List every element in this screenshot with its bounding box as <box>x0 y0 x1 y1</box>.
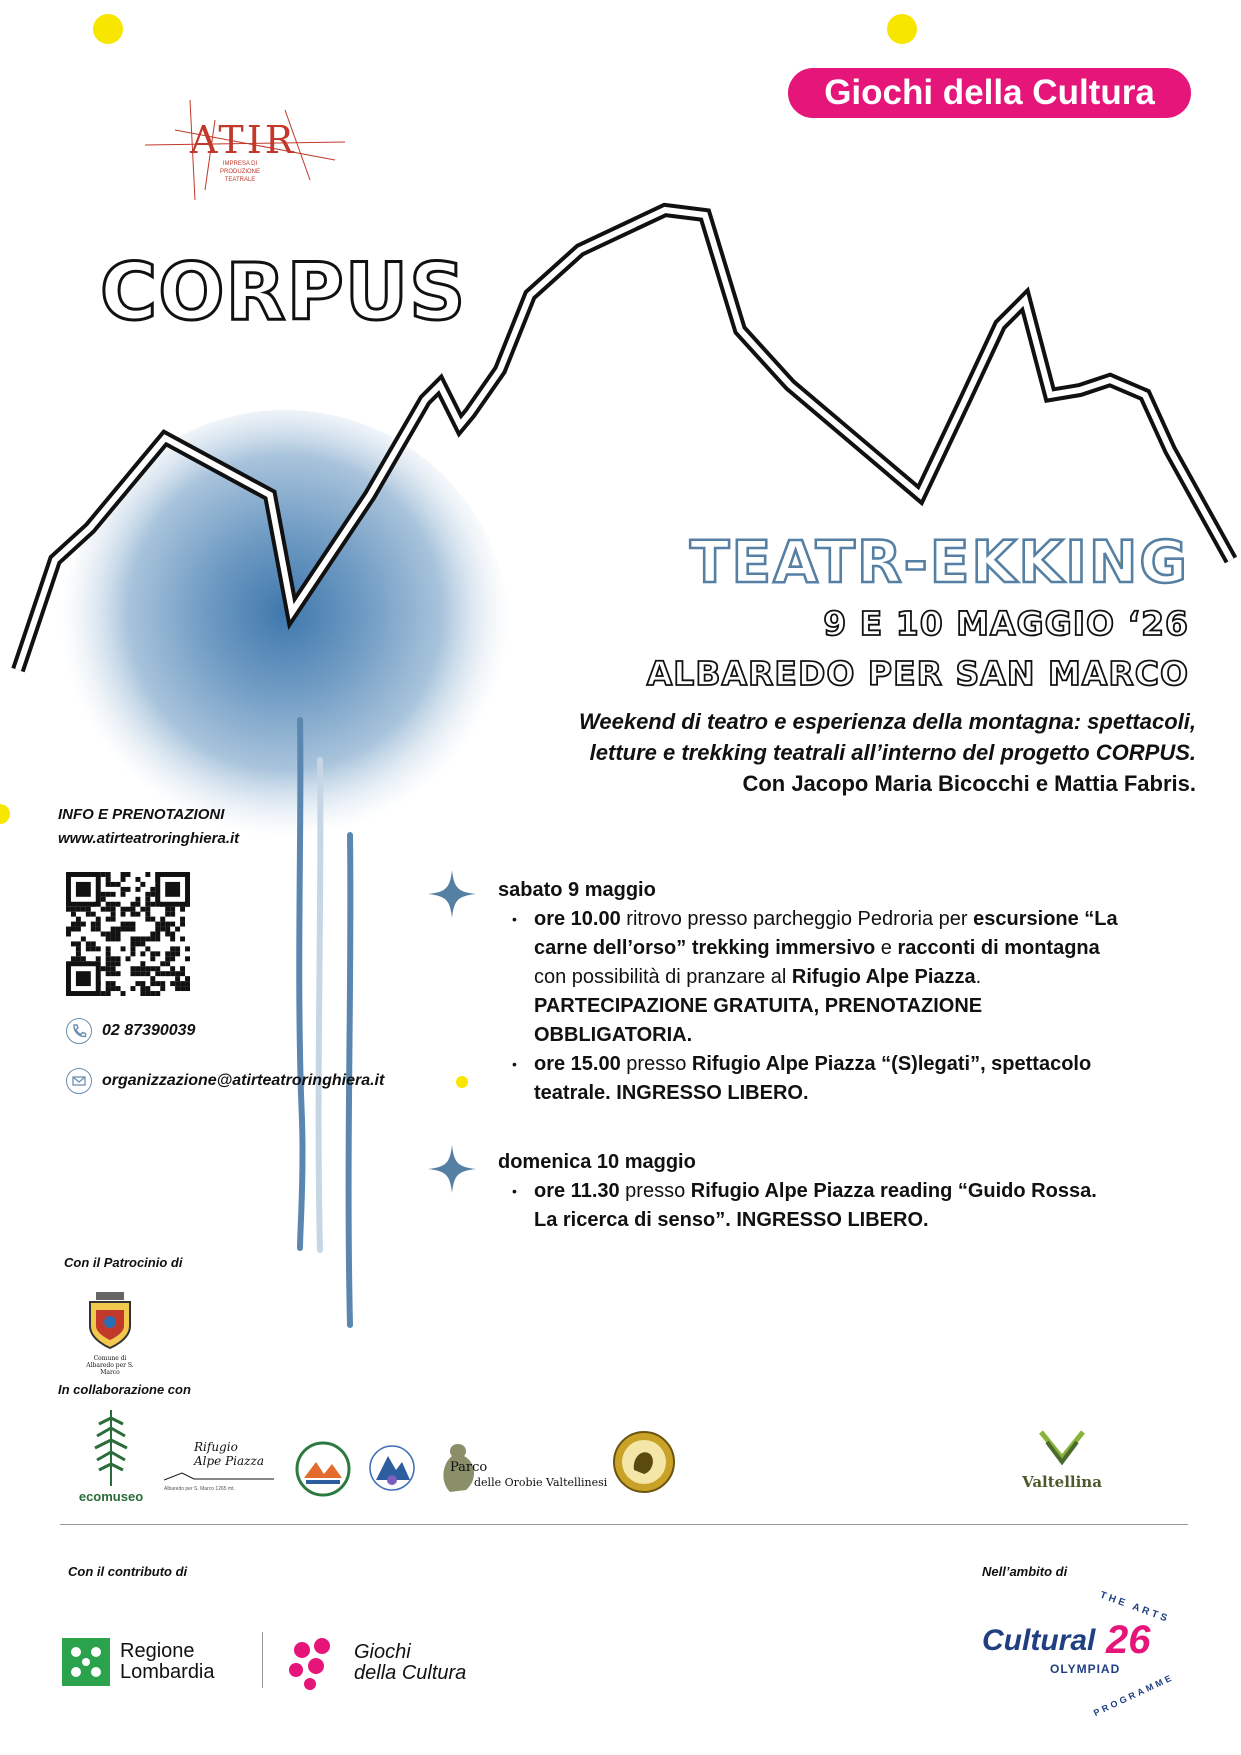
phone-number[interactable]: 02 87390039 <box>102 1022 196 1039</box>
ambito-heading: Nell’ambito di <box>982 1564 1068 1579</box>
cai-logo <box>294 1440 352 1498</box>
giochi-footer-logo: Giochi della Cultura <box>288 1636 466 1690</box>
event-place: ALBAREDO PER SAN MARCO <box>646 654 1189 693</box>
envelope-icon <box>66 1068 92 1094</box>
blue-drip <box>319 760 321 1250</box>
atir-logo <box>135 90 355 205</box>
info-heading: INFO E PRENOTAZIONI <box>58 806 225 823</box>
regione-icon <box>62 1638 110 1686</box>
ecomuseo-logo: ecomuseo <box>76 1408 146 1504</box>
atir-logo-text: ATIR <box>190 118 297 162</box>
insubria-logo <box>362 1436 422 1498</box>
day-label: sabato 9 maggio <box>498 879 656 901</box>
schedule-item: • ore 15.00 presso Rifugio Alpe Piazza “(S)legati”, spettacolo teatrale. INGRESSO LIBERO. <box>534 1050 1198 1108</box>
rifugio-logo: Rifugio Alpe Piazza Albaredo per S. Marco 1265 mt. <box>164 1440 274 1492</box>
patronage-heading: Con il Patrocinio di <box>64 1255 183 1270</box>
phone-contact[interactable] <box>66 1018 195 1044</box>
day-label: domenica 10 maggio <box>498 1151 696 1173</box>
gold-seal-logo <box>612 1430 676 1494</box>
sparkle-icon <box>428 870 476 918</box>
fern-icon <box>91 1408 131 1488</box>
rifugio-name: Rifugio Alpe Piazza <box>194 1440 264 1468</box>
yellow-dot <box>0 804 10 824</box>
schedule-item: • ore 11.30 presso Rifugio Alpe Piazza reading “Guido Rossa. La ricerca di senso”. INGRESSO LIBERO. <box>534 1177 1198 1235</box>
coat-of-arms-icon <box>82 1290 138 1350</box>
footer-separator <box>60 1524 1188 1525</box>
comune-logo: Comune di Albaredo per S. Marco <box>78 1290 142 1376</box>
parco-logo: Parco delle Orobie Valtellinesi <box>436 1440 606 1500</box>
cultural-olympiad-logo: Cultural 26 OLYMPIAD THE ARTS PROGRAMME <box>982 1589 1176 1719</box>
phone-icon <box>66 1018 92 1044</box>
contrib-heading: Con il contributo di <box>68 1564 188 1579</box>
atir-sub: IMPRESA DI PRODUZIONE TEATRALE <box>220 161 261 183</box>
regione-lombardia-logo: Regione Lombardia <box>62 1638 215 1686</box>
title-corpus: CORPUS <box>100 248 467 338</box>
yellow-dot <box>456 1076 468 1088</box>
pink-dots-icon <box>288 1636 342 1690</box>
valtellina-mark-icon <box>1039 1428 1085 1468</box>
blue-drip <box>299 720 302 1248</box>
event-name: TEATR-EKKING <box>689 528 1189 596</box>
schedule-day-1 <box>498 876 1198 1108</box>
mountain-line-icon <box>164 1471 274 1481</box>
qr-code[interactable] <box>66 872 190 996</box>
schedule-item: • ore 10.00 ritrovo presso parcheggio Pedroria per escursione “La carne dell’orso” trekking immersivo e racconti di montagna con possibilità di pranzare al Rifugio Alpe Piazza. PARTECIPAZIONE GRATUITA, PRENOTAZIONE OBBLIGATORIA. <box>534 905 1198 1050</box>
info-url[interactable]: www.atirteatroringhiera.it <box>58 830 240 847</box>
schedule-day-2 <box>498 1148 1198 1235</box>
sparkle-icon <box>428 1145 476 1193</box>
collab-heading: In collaborazione con <box>58 1382 191 1397</box>
yellow-dot <box>93 14 123 44</box>
event-dates: 9 E 10 MAGGIO ‘26 <box>823 604 1189 643</box>
logo-divider <box>262 1632 263 1688</box>
email-address[interactable]: organizzazione@atirteatroringhiera.it <box>102 1072 385 1089</box>
valtellina-logo: Valtellina <box>1012 1428 1112 1491</box>
email-contact[interactable] <box>66 1068 384 1094</box>
yellow-dot <box>887 14 917 44</box>
event-description: Weekend di teatro e esperienza della montagna: spettacoli, letture e trekking teatrali all’interno del progetto CORPUS. Con Jacopo Maria Bicocchi e Mattia Fabris. <box>579 709 1196 796</box>
giochi-badge: Giochi della Cultura <box>788 68 1191 118</box>
